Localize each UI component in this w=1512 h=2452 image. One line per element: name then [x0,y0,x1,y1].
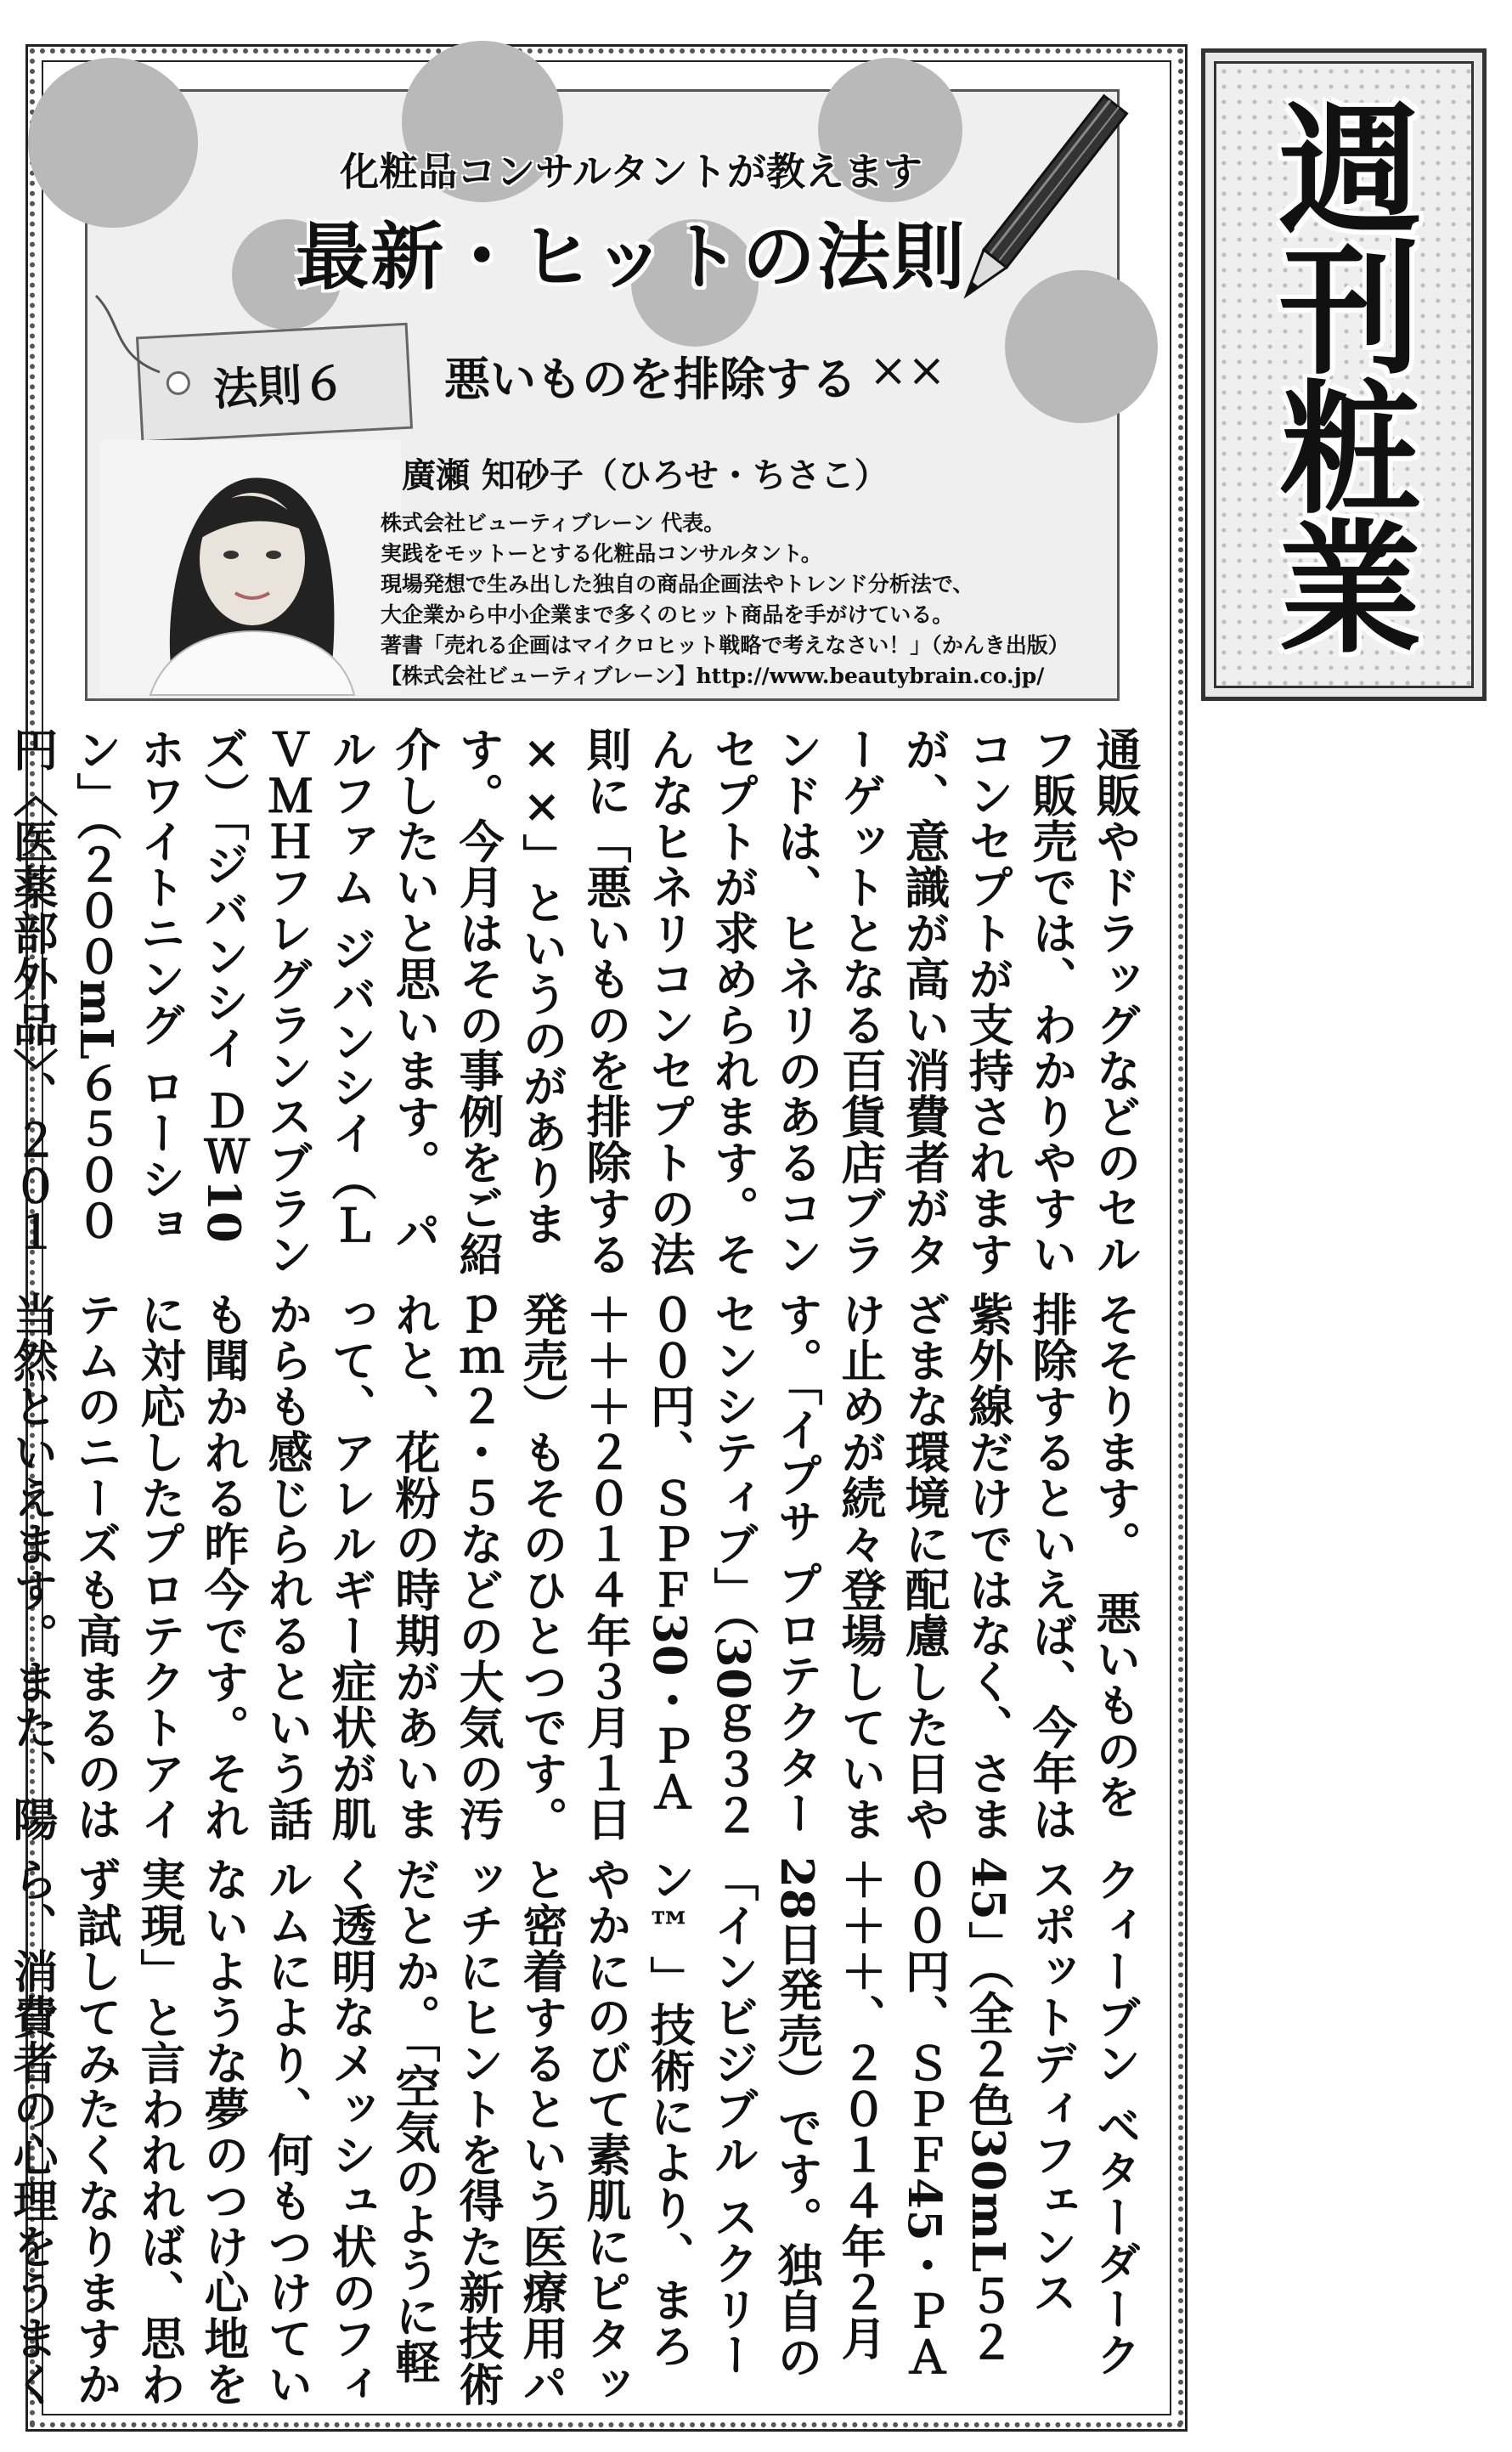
rule-number: 法則６ [212,357,347,416]
header-subtitle: 化粧品コンサルタントが教えます [340,149,922,195]
column-header [85,89,1120,701]
bio-line: 【株式会社ビューティブレーン】http://www.beautybrain.co.jp/ [381,664,1045,688]
author-photo [99,440,401,695]
rule-title: 悪いものを排除する [444,352,857,406]
rule-tag [136,323,413,444]
decor-circle [28,58,198,228]
author-bio [381,508,1069,692]
tag-hole [166,370,190,395]
article-tier-1 [6,726,1147,1279]
bio-line: 大企業から中小企業まで多くのヒット商品を手がけている。 [381,602,954,627]
bio-line: 株式会社ビューティブレーン 代表。 [381,511,725,535]
publication-badge [1201,48,1487,701]
bio-line: 現場発想で生み出した独自の商品企画法やトレンド分析法で、 [381,572,974,596]
article-text: クィーブン ベターダークスポットディフェンス 45」（全２色30mL５２００円、ＳＰＦ45・ＰＡ＋＋＋、２０１４年２月28日発売）です。独自の「インビジブル スクリーン™」技術により、まろやかにのびて素肌にピタッと密着するという医療用パッチにヒントを得た新技術だとか。「空気のように軽く透明なメッシュ状のフィルムにより、何もつけていないような夢のつけ心地を実現」と言われれば、思わず試してみたくなりますから、消費者の心理をうまく [6,1856,1142,2407]
rule-suffix: ×× [869,343,946,397]
article-body [6,726,1147,2407]
bio-line: 実践をモットーとする化粧品コンサルタント。 [381,541,822,566]
article-tier-2 [6,1291,1147,1844]
article-tier-3 [6,1856,1147,2409]
badge-title: 週刊粧業 [1255,95,1424,653]
author-name: 廣瀬 知砂子（ひろせ・ちさこ） [402,455,889,495]
pen-icon [937,92,1124,330]
header-title: 最新・ヒットの法則 [296,215,967,300]
article-text: 通販やドラッグなどのセルフ販売では、わかりやすいコンセプトが支持されますが、意識が高い消費者がターゲットとなる百貨店ブランドは、ヒネリのあるコンセプトが求められます。そんなヒネリコンセプトの法則に「悪いものを排除する××」というのがあります。今月はその事例をご紹介したいと思います。 パルファム ジバンシイ（ＬＶＭＨフレグランスブランズ）「ジバンシイ ＤＷ10 ホワイトニング ローション」（２００mL６５００円〈医薬部外品〉、２０１ [6,726,1142,1277]
article-text: そそります。 悪いものを排除するといえば、今年は紫外線だけではなく、さまざまな環境に配慮した日やけ止めが続々登場しています。「イプサ プロテクター センシティブ」（30ｇ３２００円、ＳＰＦ30・ＰＡ＋＋＋２０１４年３月１日発売）もそのひとつです。ｐｍ２・５などの大気の汚れと、花粉の時期があいまって、アレルギー症状が肌からも感じられるという話も聞かれる昨今です。それに対応したプロテクトアイテムのニーズも高まるのは当然といえます。また、陽 [6,1291,1142,1842]
bio-line: 著書「売れる企画はマイクロヒット戦略で考えなさい！」（かんき出版） [381,633,1069,658]
tag-string [87,287,164,389]
